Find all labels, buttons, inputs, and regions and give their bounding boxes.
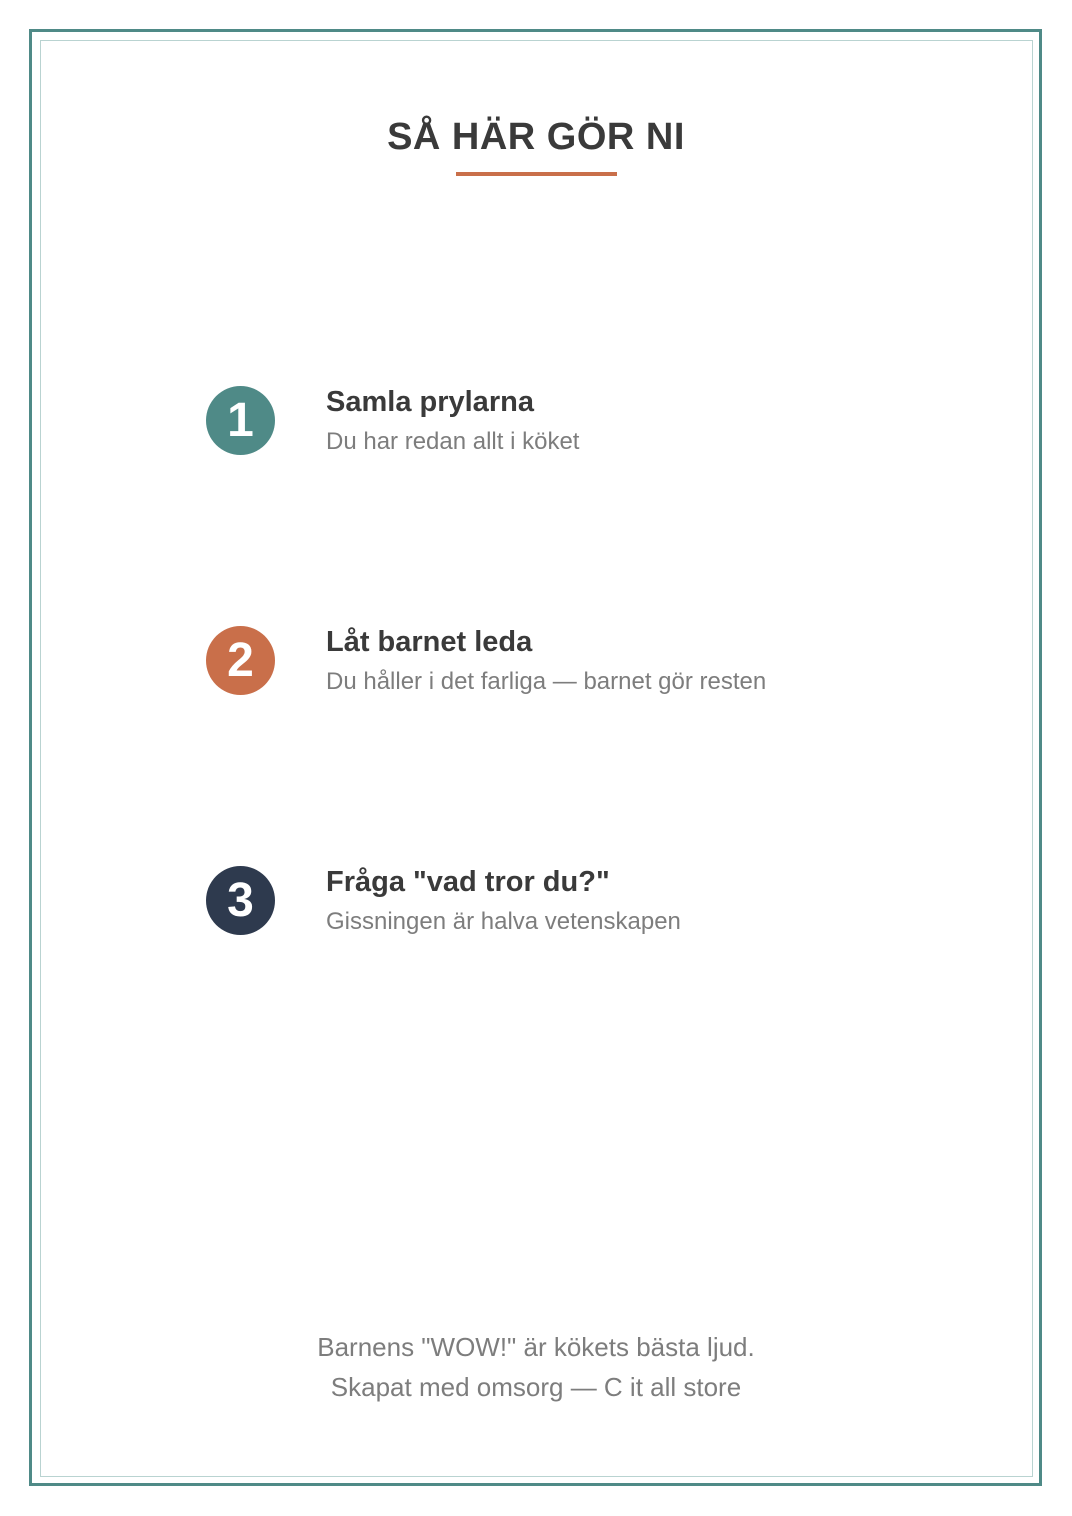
footer-credit: Skapat med omsorg — C it all store bbox=[330, 1372, 742, 1402]
footer-tagline: Barnens "WOW!" är kökets bästa ljud. bbox=[317, 1332, 755, 1362]
step-title: Låt barnet leda bbox=[326, 626, 533, 658]
step-description: Gissningen är halva vetenskapen bbox=[326, 908, 681, 935]
step-description: Du håller i det farliga — barnet gör resten bbox=[326, 668, 767, 695]
step-1 bbox=[0, 386, 1072, 486]
step-description: Du har redan allt i köket bbox=[326, 428, 580, 455]
title-underline bbox=[456, 172, 617, 176]
step-title: Fråga "vad tror du?" bbox=[326, 866, 610, 898]
step-number-badge: 3 bbox=[206, 866, 275, 935]
step-title: Samla prylarna bbox=[326, 386, 534, 418]
page-inner-border bbox=[40, 40, 1033, 1477]
step-3 bbox=[0, 866, 1072, 966]
step-2 bbox=[0, 626, 1072, 726]
step-number-badge: 1 bbox=[206, 386, 275, 455]
page-title: SÅ HÄR GÖR NI bbox=[387, 116, 685, 158]
step-number-badge: 2 bbox=[206, 626, 275, 695]
